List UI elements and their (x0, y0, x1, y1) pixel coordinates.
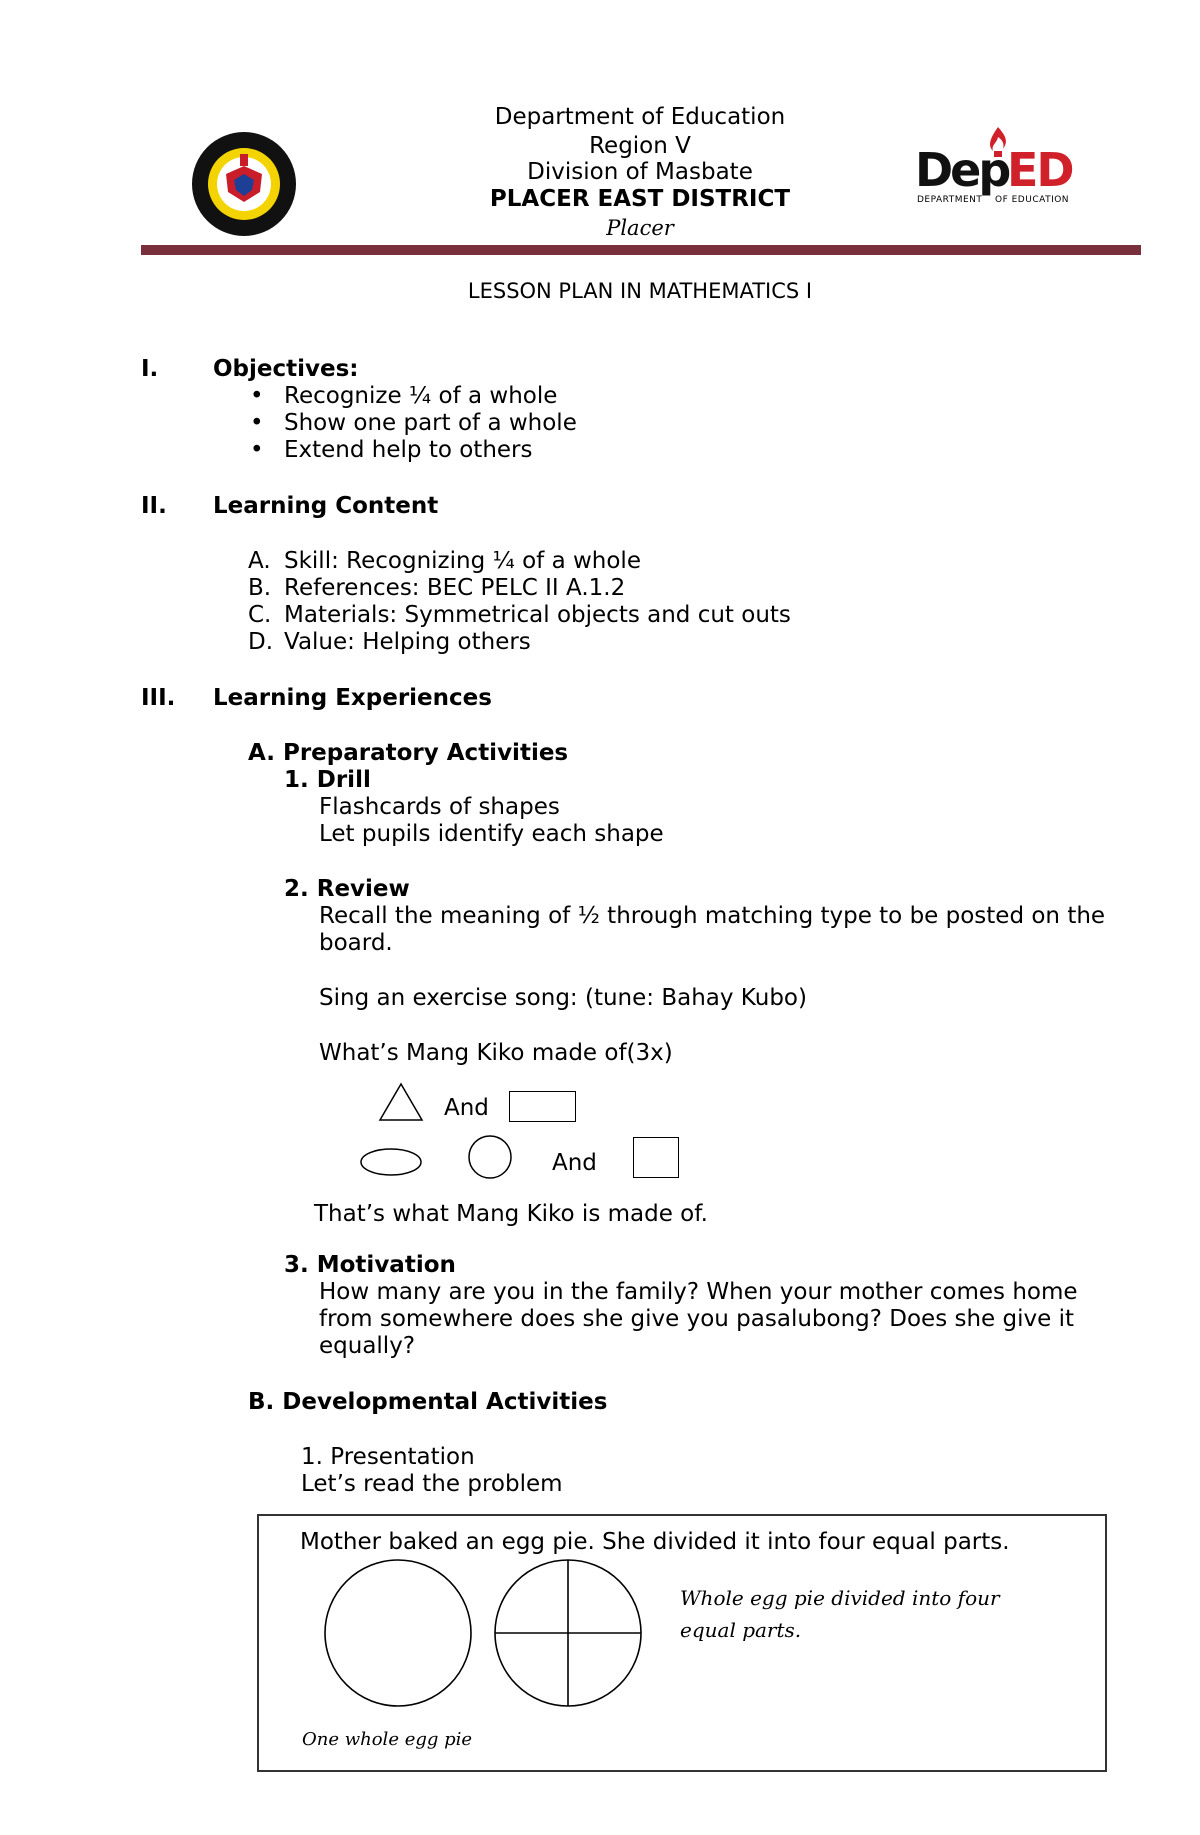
review-line: Recall the meaning of ½ through matching type to be posted on the (319, 903, 1106, 929)
and-label-2: And (552, 1150, 597, 1176)
content-letter: B. (248, 575, 272, 601)
circle-shape (467, 1134, 513, 1180)
drill-line: Let pupils identify each shape (319, 821, 664, 847)
review-heading: 2. Review (284, 876, 410, 902)
lesson-title: LESSON PLAN IN MATHEMATICS I (467, 279, 813, 303)
section-num-3: III. (141, 685, 176, 711)
header-district: PLACER EAST DISTRICT (489, 186, 791, 212)
square-shape (633, 1137, 679, 1178)
deped-logo (915, 125, 1080, 210)
objective-item: • Show one part of a whole (284, 410, 577, 437)
and-label-1: And (444, 1095, 489, 1121)
header-line2: Region V (589, 133, 691, 159)
problem-text: Mother baked an egg pie. She divided it into four equal parts. (300, 1529, 1010, 1555)
song-intro: Sing an exercise song: (tune: Bahay Kubo) (319, 985, 807, 1011)
logo-dep-text: Dep (915, 143, 1009, 197)
header-line1: Department of Education (494, 104, 786, 130)
rectangle-shape (509, 1091, 576, 1122)
content-letter: C. (248, 602, 272, 628)
objective-item: • Recognize ¼ of a whole (284, 383, 557, 410)
deped-seal (190, 130, 298, 238)
review-line: board. (319, 930, 393, 956)
triangle-shape (378, 1082, 424, 1122)
presentation-label: 1. Presentation (301, 1444, 475, 1470)
problem-box (257, 1514, 1107, 1772)
caption-whole: One whole egg pie (302, 1729, 473, 1750)
read-problem-label: Let’s read the problem (301, 1471, 563, 1497)
motivation-heading: 3. Motivation (284, 1252, 456, 1278)
prep-heading: A. Preparatory Activities (248, 740, 569, 766)
quartered-pie-circle (493, 1558, 643, 1708)
objective-item: • Extend help to others (284, 437, 533, 464)
section-num-1: I. (141, 356, 159, 382)
header-line3: Division of Masbate (527, 159, 753, 185)
motivation-line: How many are you in the family? When your mother comes home (319, 1279, 1078, 1305)
content-item: Skill: Recognizing ¼ of a whole (284, 548, 641, 574)
whole-pie-circle (323, 1558, 473, 1708)
caption-quartered: Whole egg pie divided into four (680, 1586, 1000, 1610)
logo-ed-text: ED (1007, 143, 1073, 197)
header-divider (141, 245, 1141, 255)
motivation-line: from somewhere does she give you pasalubong? Does she give it (319, 1306, 1074, 1332)
song-end: That’s what Mang Kiko is made of. (314, 1201, 708, 1227)
content-heading: Learning Content (213, 493, 439, 519)
section-num-2: II. (141, 493, 167, 519)
motivation-line: equally? (319, 1333, 416, 1359)
content-letter: A. (248, 548, 271, 574)
header-town: Placer (606, 216, 674, 240)
caption-quartered: equal parts. (680, 1618, 802, 1642)
logo-sub-left: DEPARTMENT (917, 195, 983, 205)
oval-shape (359, 1146, 423, 1178)
drill-line: Flashcards of shapes (319, 794, 560, 820)
content-item: Value: Helping others (284, 629, 531, 655)
drill-heading: 1. Drill (284, 767, 371, 793)
content-item: Materials: Symmetrical objects and cut outs (284, 602, 791, 628)
song-line1: What’s Mang Kiko made of(3x) (319, 1040, 673, 1066)
content-item: References: BEC PELC II A.1.2 (284, 575, 626, 601)
logo-sub-right: OF EDUCATION (995, 195, 1070, 205)
dev-heading: B. Developmental Activities (248, 1389, 608, 1415)
experiences-heading: Learning Experiences (213, 685, 492, 711)
content-letter: D. (248, 629, 274, 655)
objectives-heading: Objectives: (213, 356, 359, 382)
